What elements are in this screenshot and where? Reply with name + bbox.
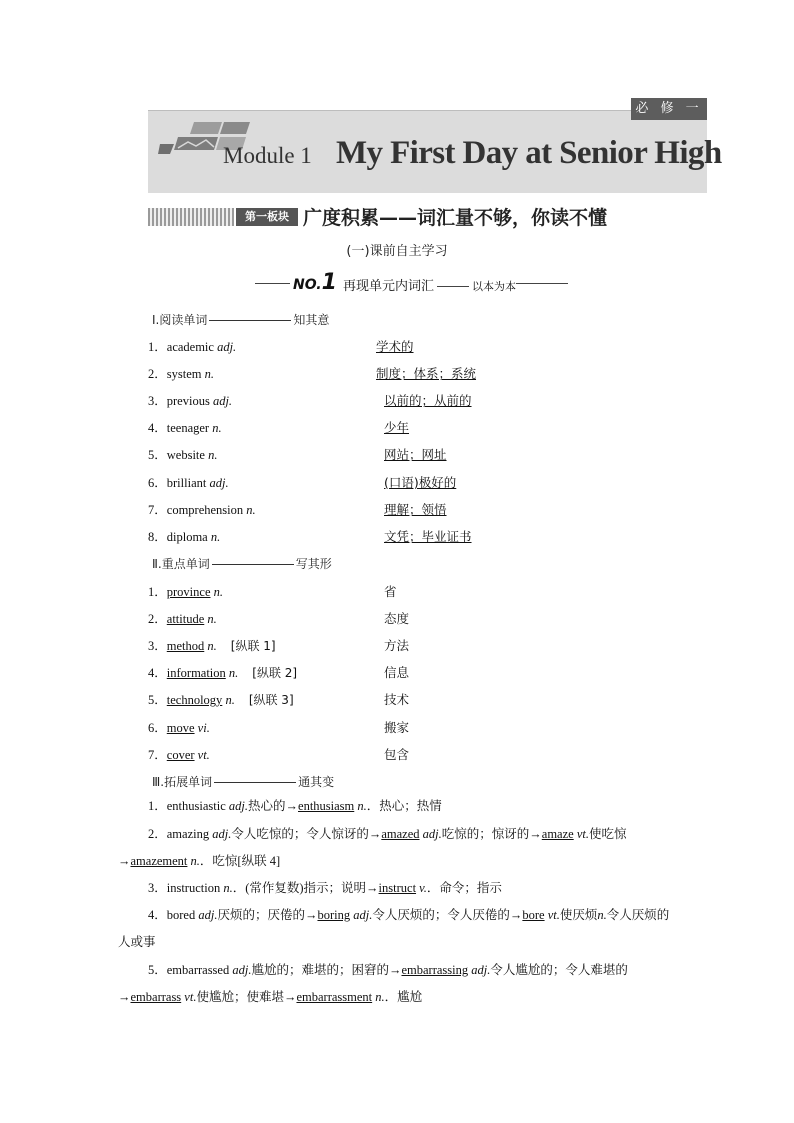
part-key-caption	[152, 555, 332, 572]
list-item: 5．website n.	[148, 448, 218, 462]
part-extended-caption	[152, 773, 334, 790]
paragraph-2: 2．amazing adj.令人吃惊的；令人惊讶的→amazed adj.吃惊的；惊讶的→amaze vt.使吃惊→amazement n.．吃惊[纵联 4]	[118, 827, 627, 868]
no-title-text: 再现单元内词汇	[343, 279, 435, 294]
divider-line	[212, 564, 294, 565]
edition-tag: 必 修 一	[631, 98, 707, 120]
list-item: 6．brilliant adj.	[148, 476, 229, 490]
paragraph-5: 5．embarrassed adj.尴尬的；难堪的；困窘的→embarrassing adj.令人尴尬的；令人难堪的→embarrass vt.使尴尬；使难堪→embarrassment n.．尴尬	[118, 963, 628, 1004]
part-suffix: 通其变	[298, 775, 335, 789]
list-item: 4．teenager n.	[148, 421, 222, 435]
meaning: 技术	[384, 692, 410, 707]
meaning: 搬家	[384, 720, 410, 735]
no-prefix: NO.	[293, 277, 322, 293]
part-suffix: 写其形	[295, 557, 332, 571]
part-suffix: 知其意	[293, 313, 330, 327]
answer: 制度；体系；系统	[376, 366, 477, 381]
section-heading: 广度积累——词汇量不够，你读不懂	[303, 207, 608, 229]
answer: (口语)极好的	[384, 475, 457, 490]
part-label: Ⅱ.重点单词	[152, 557, 210, 571]
list-item: 3．previous adj.	[148, 394, 233, 408]
section-subheading: (一)课前自主学习	[346, 244, 448, 259]
list-item: 7．cover vt.	[148, 748, 210, 762]
part-reading-caption	[152, 311, 329, 328]
meaning: 态度	[384, 611, 410, 626]
meaning: 包含	[384, 747, 410, 762]
divider-line	[209, 320, 291, 321]
paragraph-1: 1．enthusiastic adj.热心的→enthusiasm n.．热心；热情	[148, 799, 442, 813]
part-label: Ⅰ.阅读单词	[152, 313, 208, 327]
answer: 学术的	[376, 339, 414, 354]
section-tag: 第一板块	[236, 208, 298, 226]
divider-line	[516, 283, 568, 284]
divider-line	[255, 283, 290, 284]
module-title: My First Day at Senior High	[336, 135, 722, 171]
paragraph-3: 3．instruction n.．(常作复数)指示；说明→instruct v.．命令；指示	[148, 881, 502, 895]
list-item: 2．system n.	[148, 367, 214, 381]
no-number: 1	[321, 270, 337, 295]
answer: 理解；领悟	[384, 502, 447, 517]
meaning: 方法	[384, 638, 410, 653]
answer: 文凭；毕业证书	[384, 529, 472, 544]
list-item: 1．academic adj.	[148, 340, 237, 354]
divider-line	[214, 782, 296, 783]
list-item: 3．method n. [纵联 1]	[148, 639, 276, 653]
answer: 少年	[384, 420, 410, 435]
answer: 以前的；从前的	[384, 393, 472, 408]
answer: 网站；网址	[384, 447, 447, 462]
list-item: 6．move vi.	[148, 721, 210, 735]
module-label: Module 1	[223, 143, 312, 168]
no-subtitle: 以本为本	[472, 280, 517, 293]
list-item: 2．attitude n.	[148, 612, 217, 626]
paragraph-4: 4．bored adj.厌烦的；厌倦的→boring adj.令人厌烦的；令人厌倦的→bore vt.使厌烦n.令人厌烦的人或事	[118, 908, 670, 949]
meaning: 信息	[384, 665, 410, 680]
list-item: 7．comprehension n.	[148, 503, 256, 517]
meaning: 省	[384, 584, 397, 599]
divider-line	[437, 286, 469, 287]
no-label	[293, 270, 337, 295]
no-title	[343, 275, 516, 294]
section-stripe	[148, 208, 234, 226]
part-label: Ⅲ.拓展单词	[152, 775, 213, 789]
list-item: 1．province n.	[148, 585, 223, 599]
list-item: 5．technology n. [纵联 3]	[148, 693, 294, 707]
list-item: 4．information n. [纵联 2]	[148, 666, 298, 680]
list-item: 8．diploma n.	[148, 530, 221, 544]
